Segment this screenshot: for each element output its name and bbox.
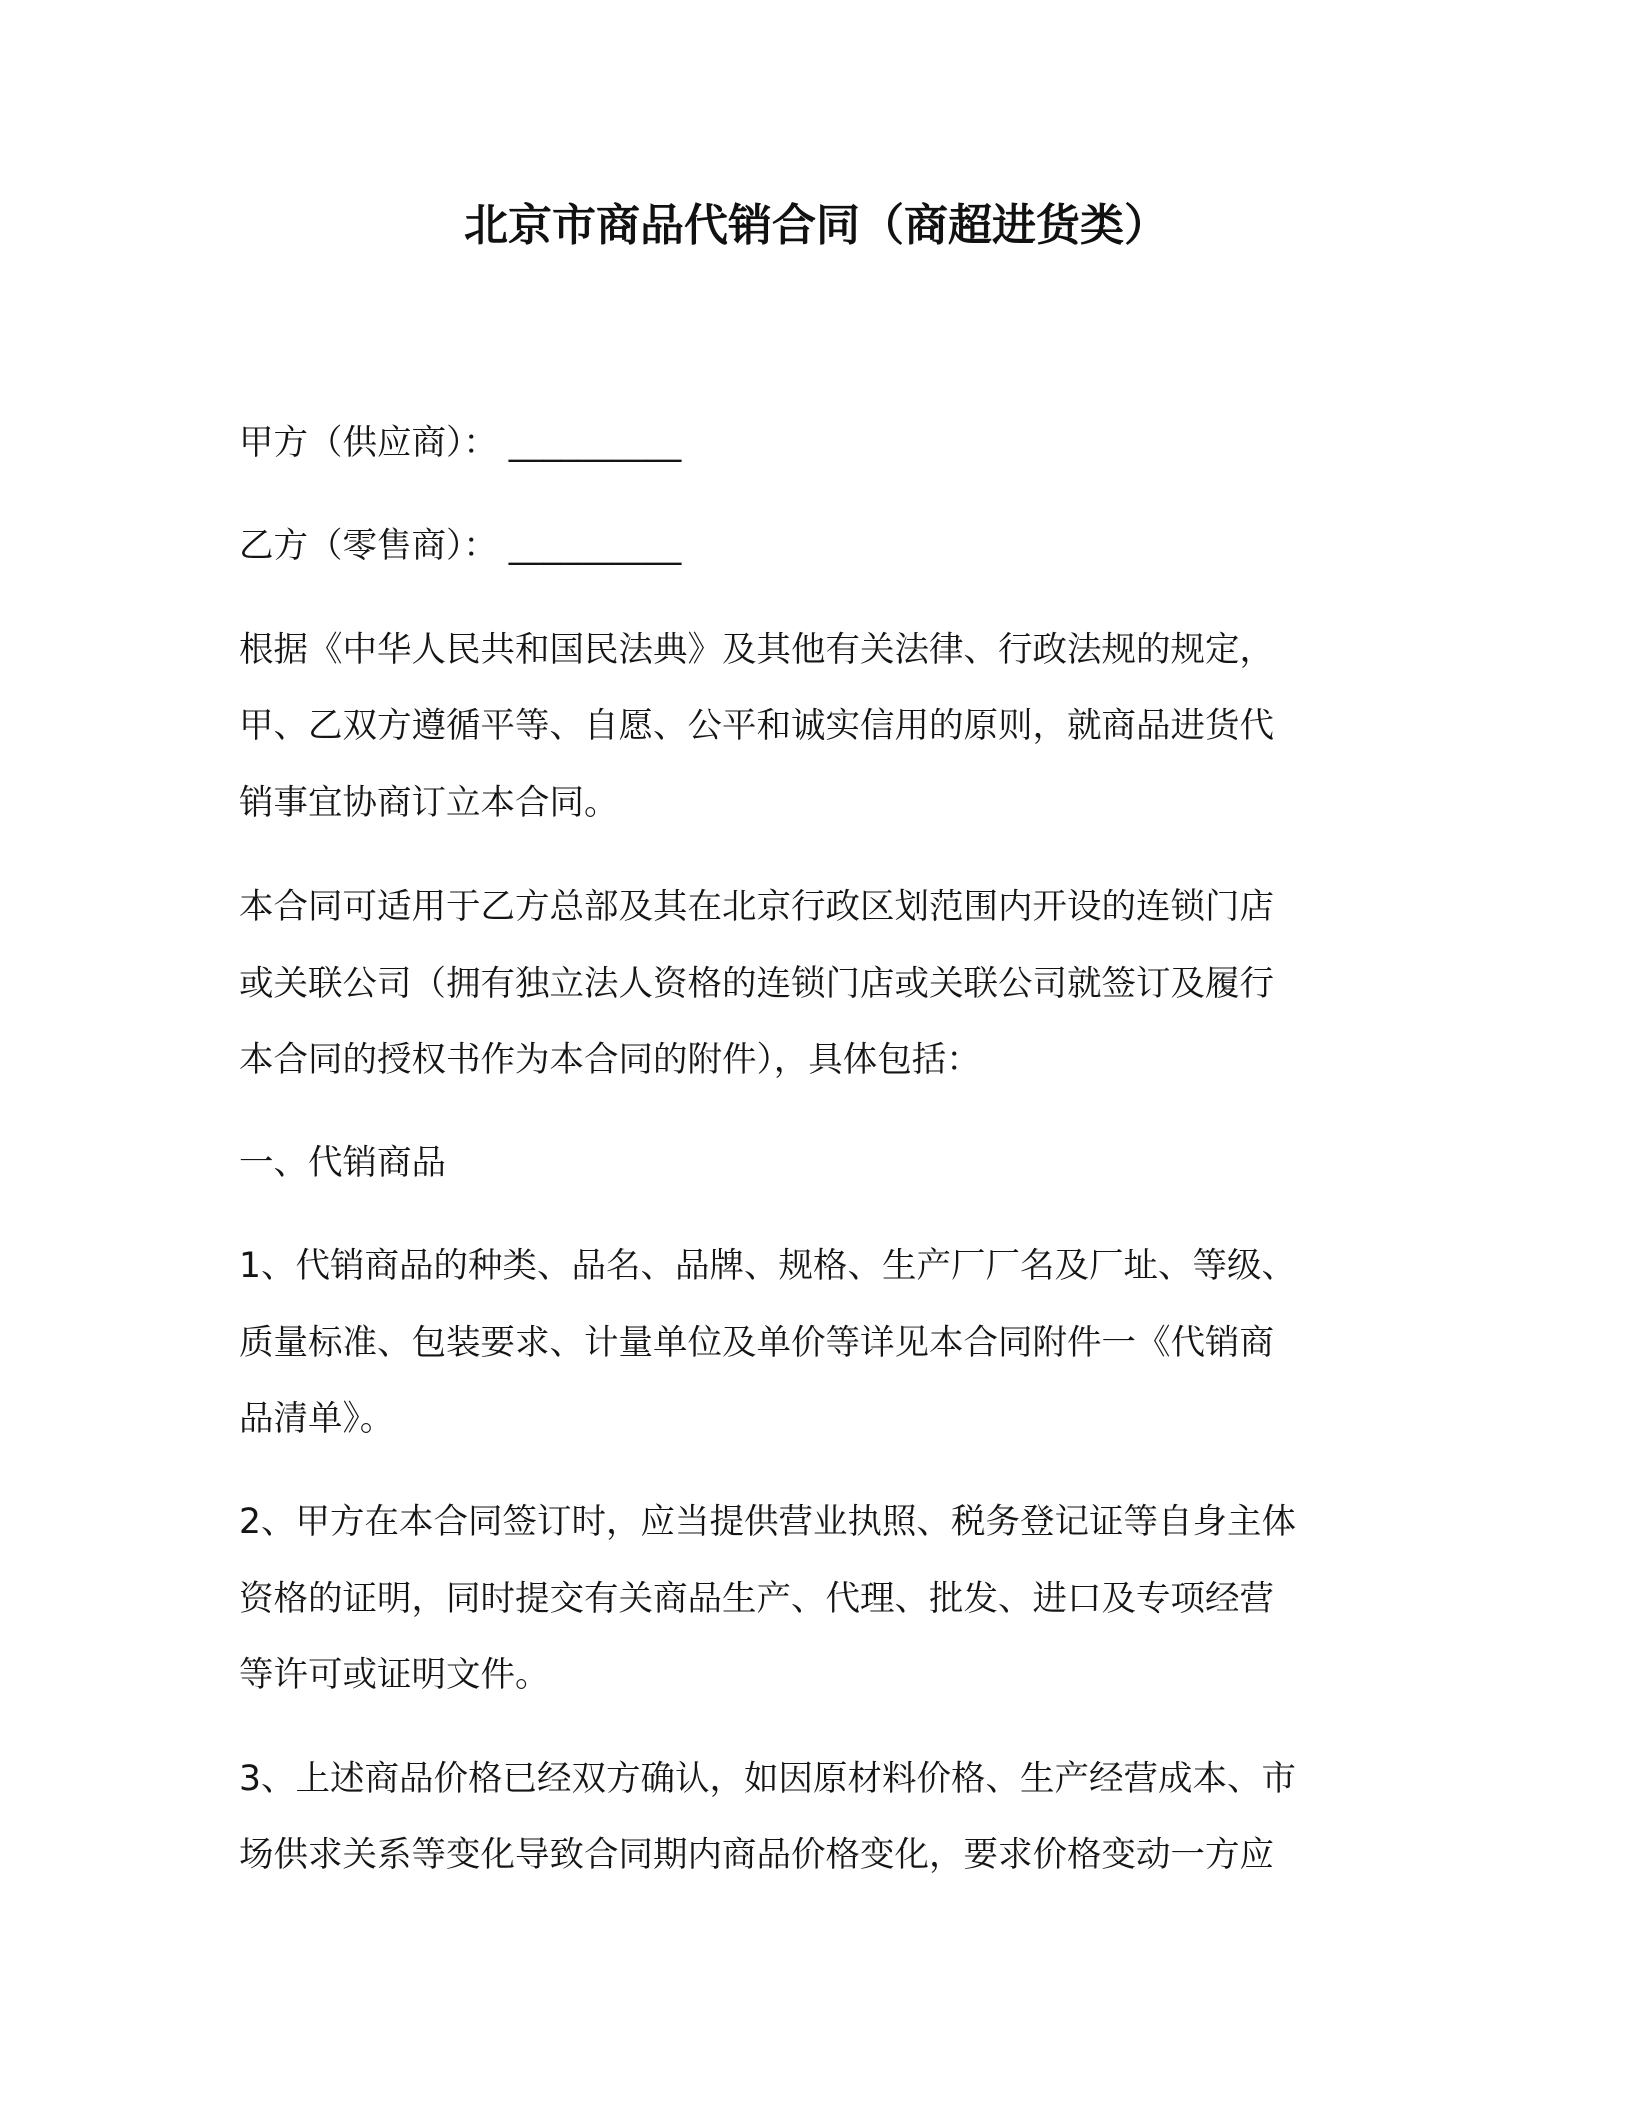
clause2-line-3: 等许可或证明文件。 [239, 1655, 550, 1695]
preamble-line-3: 销事宜协商订立本合同。 [239, 783, 619, 823]
clause3-line-1: 3、上述商品价格已经双方确认，如因原材料价格、生产经营成本、市 [239, 1759, 1296, 1799]
clause2-line-2: 资格的证明，同时提交有关商品生产、代理、批发、进口及专项经营 [239, 1579, 1274, 1619]
party-a-line: 甲方（供应商）： __________ [239, 423, 682, 463]
scope-line-1: 本合同可适用于乙方总部及其在北京行政区划范围内开设的连锁门店 [239, 887, 1274, 927]
page-title: 北京市商品代销合同（商超进货类） [464, 200, 1168, 251]
clause3-line-2: 场供求关系等变化导致合同期内商品价格变化，要求价格变动一方应 [239, 1835, 1274, 1875]
clause2-line-1: 2、甲方在本合同签订时，应当提供营业执照、税务登记证等自身主体 [239, 1502, 1296, 1542]
preamble-line-1: 根据《中华人民共和国民法典》及其他有关法律、行政法规的规定， [239, 630, 1274, 670]
clause1-line-2: 质量标准、包装要求、计量单位及单价等详见本合同附件一《代销商 [239, 1323, 1274, 1363]
scope-line-3: 本合同的授权书作为本合同的附件），具体包括： [239, 1040, 981, 1080]
section-heading: 一、代销商品 [239, 1143, 446, 1183]
clause1-line-1: 1、代销商品的种类、品名、品牌、规格、生产厂厂名及厂址、等级、 [239, 1246, 1296, 1286]
clause1-line-3: 品清单》。 [239, 1399, 395, 1439]
preamble-line-2: 甲、乙双方遵循平等、自愿、公平和诚实信用的原则，就商品进货代 [239, 706, 1274, 746]
scope-line-2: 或关联公司（拥有独立法人资格的连锁门店或关联公司就签订及履行 [239, 964, 1274, 1004]
party-b-line: 乙方（零售商）： __________ [239, 526, 682, 566]
